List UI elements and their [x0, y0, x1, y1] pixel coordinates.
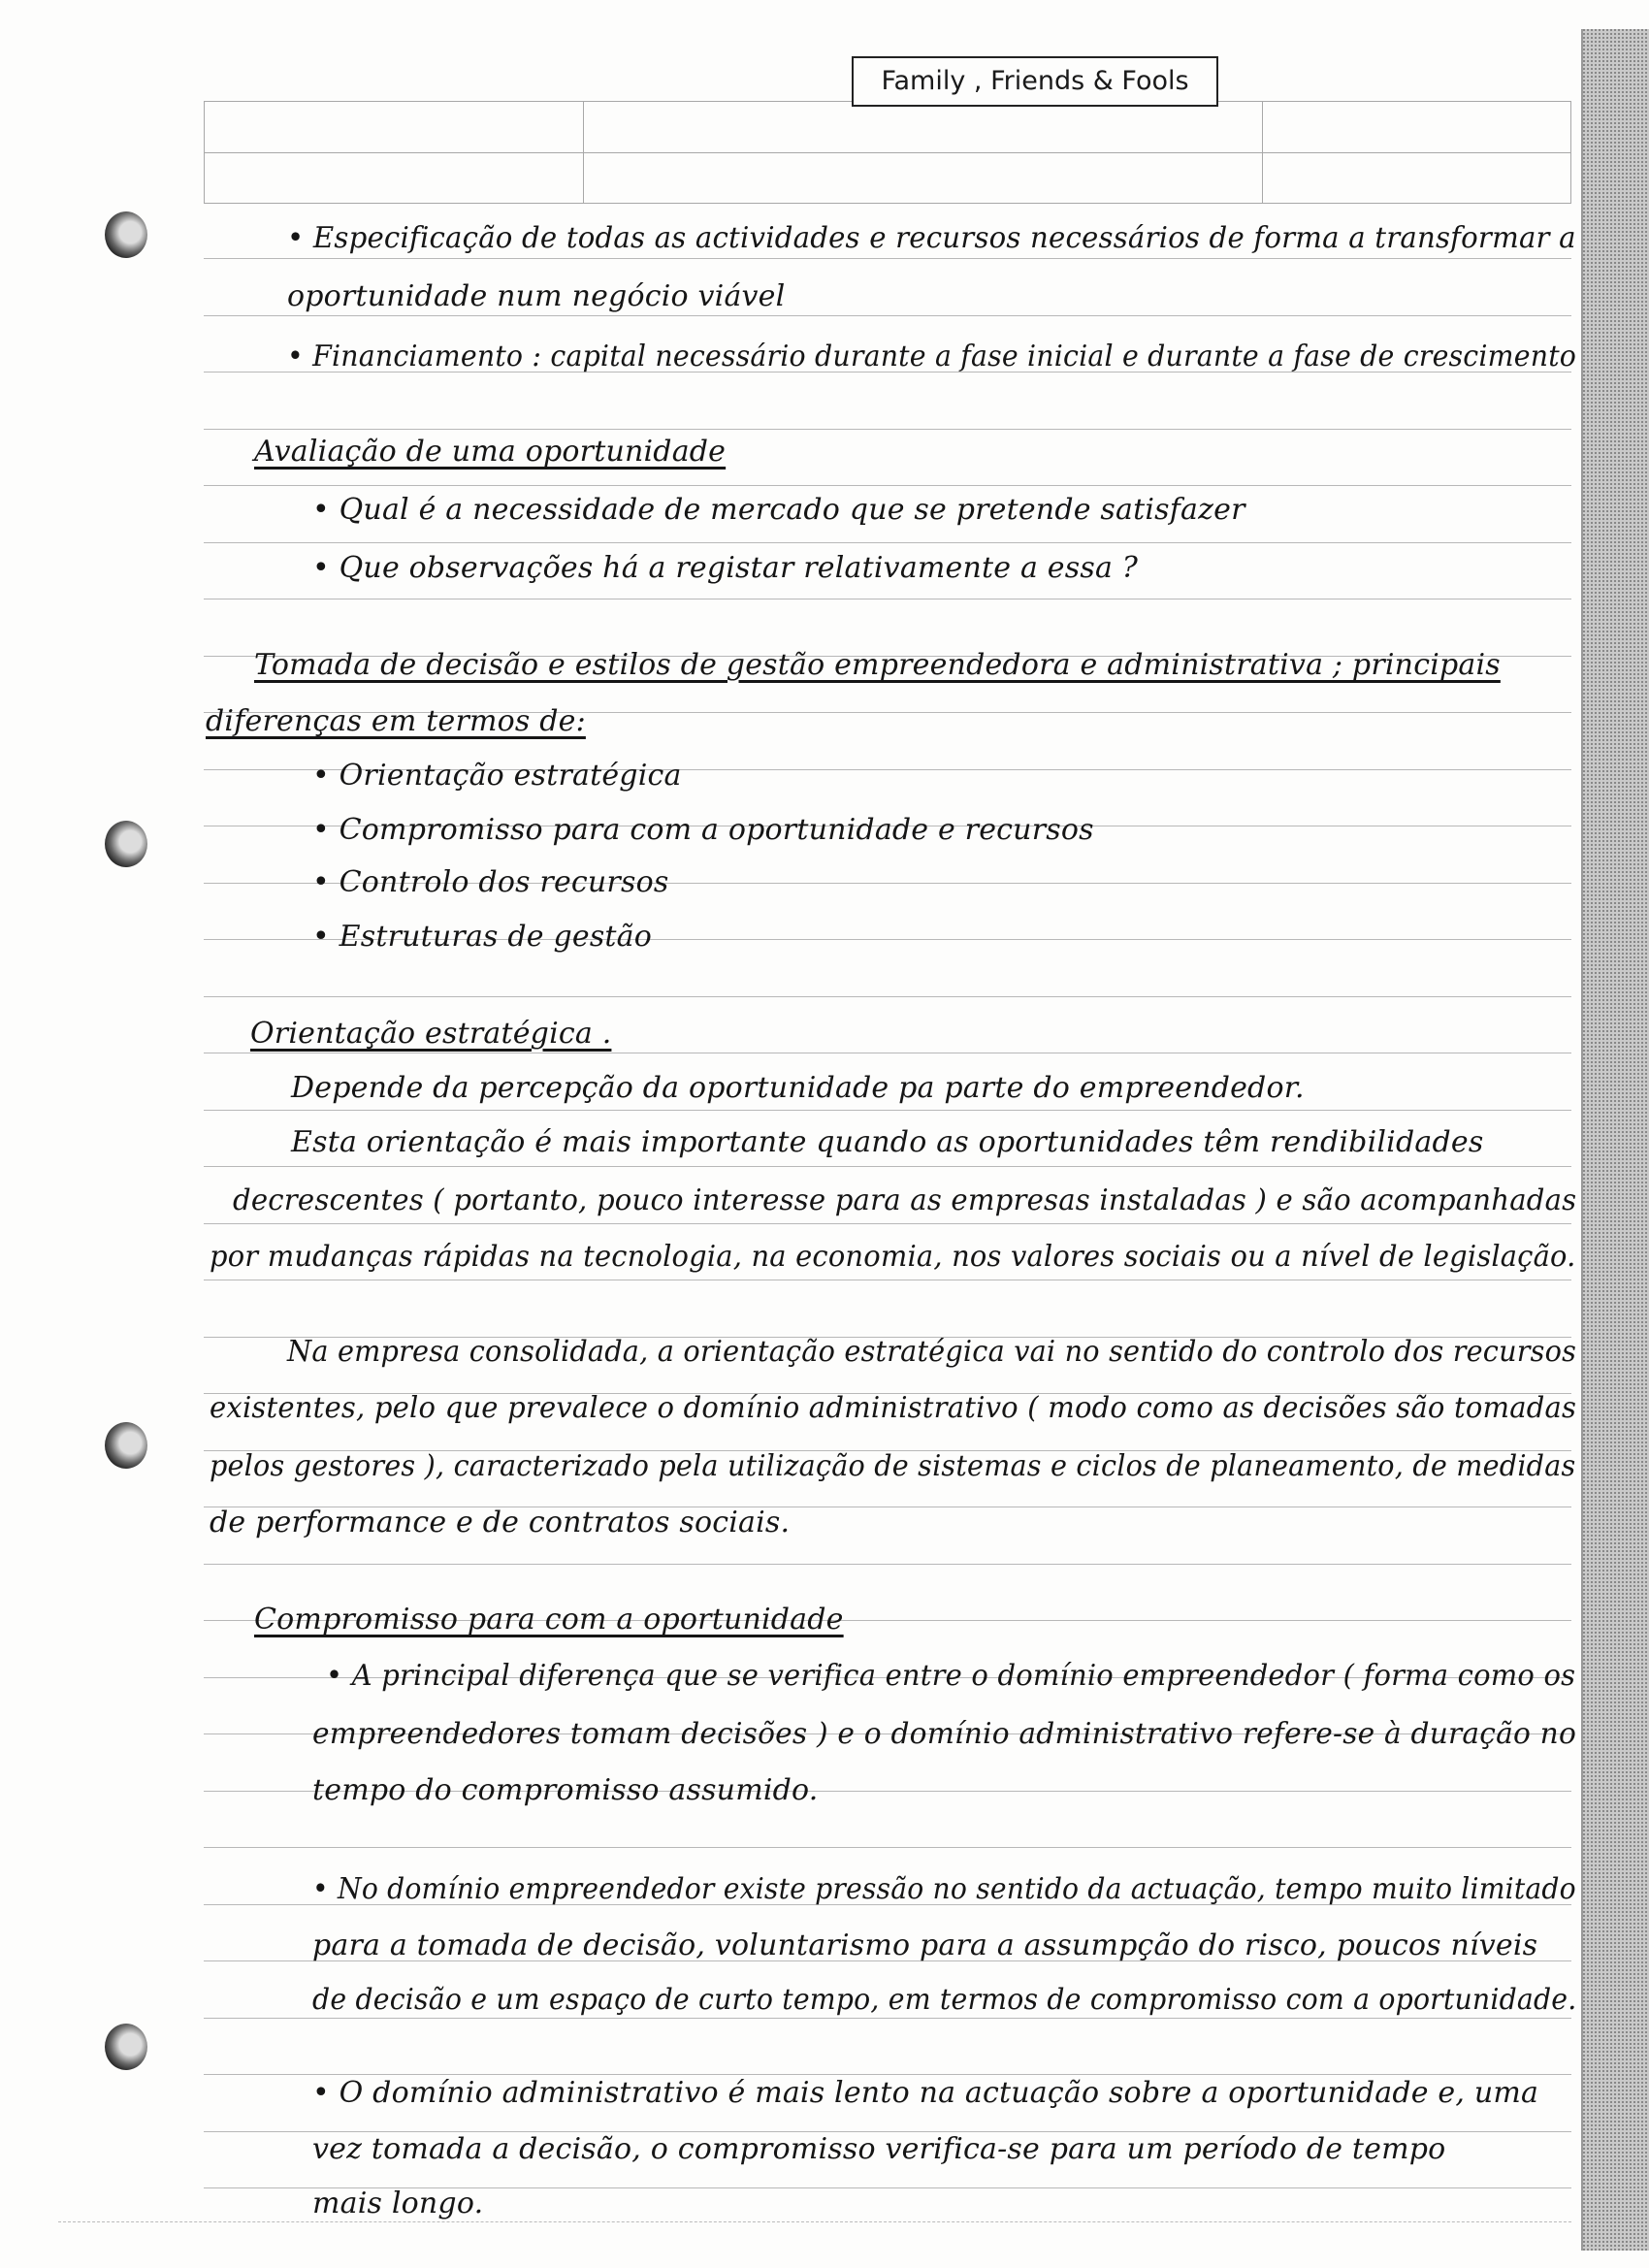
ruled-line [204, 1223, 1571, 1224]
binder-hole [105, 1422, 147, 1469]
ruled-line [204, 542, 1571, 543]
ruled-line [204, 1564, 1571, 1565]
binder-hole [105, 821, 147, 867]
text-line: • Qual é a necessidade de mercado que se pretende satisfazer [312, 493, 1245, 527]
text-line: oportunidade num negócio viável [287, 279, 786, 313]
text-line: • No domínio empreendedor existe pressão no sentido da actuação, tempo muito limitado [312, 1872, 1576, 1906]
text-line: • Especificação de todas as actividades e recursos necessários de forma a transformar a [287, 221, 1576, 255]
text-line: existentes, pelo que prevalece o domínio administrativo ( modo como as decisões são tomadas [210, 1391, 1577, 1425]
ruled-line [204, 1110, 1571, 1111]
text-line: • A principal diferença que se verifica entre o domínio empreendedor ( forma como os [326, 1659, 1576, 1693]
section-heading: diferenças em termos de: [206, 704, 586, 738]
section-heading: Tomada de decisão e estilos de gestão empreendedora e administrativa ; principais [254, 648, 1501, 682]
ruled-line [204, 429, 1571, 430]
text-line: Esta orientação é mais importante quando as oportunidades têm rendibilidades [291, 1125, 1484, 1159]
ruled-line [204, 485, 1571, 486]
list-item: • Estruturas de gestão [312, 920, 653, 954]
list-item: • Orientação estratégica [312, 759, 682, 793]
binder-hole [105, 2024, 147, 2070]
page-edge-strip [1581, 29, 1649, 2251]
text-line: por mudanças rápidas na tecnologia, na economia, nos valores sociais ou a nível de legislação. [210, 1240, 1576, 1274]
text-line: Depende da percepção da oportunidade pa parte do empreendedor. [291, 1071, 1305, 1105]
ruled-line [204, 2074, 1571, 2075]
section-heading: Orientação estratégica . [250, 1017, 612, 1051]
text-line: mais longo. [312, 2187, 484, 2220]
binder-hole [105, 211, 147, 258]
text-line: de decisão e um espaço de curto tempo, em termos de compromisso com a oportunidade. [312, 1983, 1577, 2017]
ruled-line [204, 315, 1571, 316]
text-line: de performance e de contratos sociais. [210, 1506, 791, 1539]
header-grid [204, 101, 1571, 204]
text-line: • O domínio administrativo é mais lento na actuação sobre a oportunidade e, uma [312, 2076, 1539, 2110]
notebook-title: Family , Friends & Fools [852, 56, 1218, 107]
bottom-perforation [58, 2221, 1571, 2222]
text-line: tempo do compromisso assumido. [312, 1773, 819, 1807]
text-line: decrescentes ( portanto, pouco interesse para as empresas instaladas ) e são acompanhadas [233, 1183, 1577, 1217]
ruled-line [204, 1166, 1571, 1167]
ruled-line [204, 1847, 1571, 1848]
text-line: para a tomada de decisão, voluntarismo para a assumpção do risco, poucos níveis [312, 1928, 1538, 1962]
section-heading: Avaliação de uma oportunidade [254, 435, 727, 469]
ruled-line [204, 2018, 1571, 2019]
text-line: • Que observações há a registar relativamente a essa ? [312, 551, 1139, 585]
text-line: pelos gestores ), caracterizado pela utilização de sistemas e ciclos de planeamento, de medidas [210, 1449, 1576, 1483]
ruled-line [204, 996, 1571, 997]
text-line: empreendedores tomam decisões ) e o domínio administrativo refere-se à duração no [312, 1717, 1577, 1751]
text-line: Na empresa consolidada, a orientação estratégica vai no sentido do controlo dos recursos [287, 1335, 1577, 1369]
ruled-line [204, 258, 1571, 259]
section-heading: Compromisso para com a oportunidade [254, 1603, 844, 1636]
list-item: • Controlo dos recursos [312, 865, 669, 899]
text-line: vez tomada a decisão, o compromisso verifica-se para um período de tempo [312, 2132, 1446, 2166]
text-line: • Financiamento : capital necessário durante a fase inicial e durante a fase de crescimento [287, 340, 1577, 373]
list-item: • Compromisso para com a oportunidade e recursos [312, 813, 1094, 847]
